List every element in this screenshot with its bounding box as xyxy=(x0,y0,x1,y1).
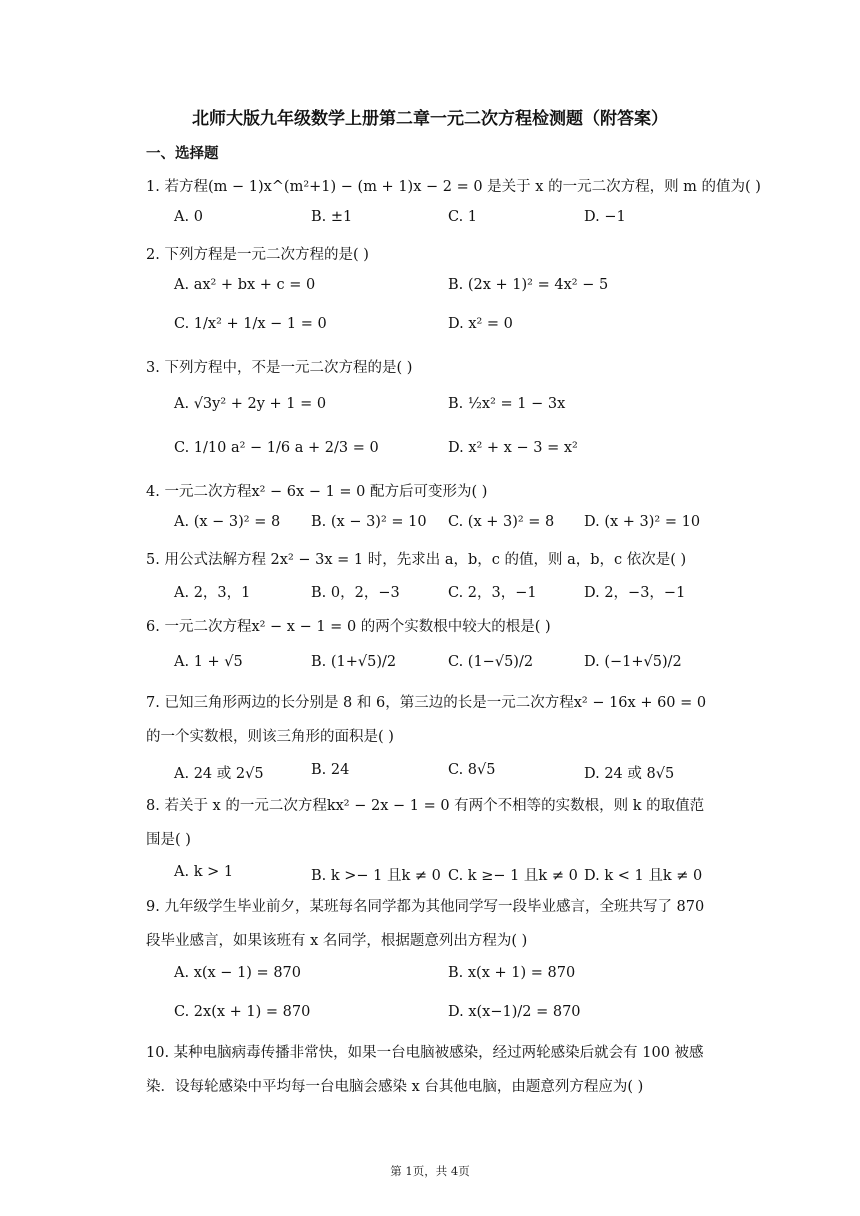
question-3-option-d: D. x² + x − 3 = x² xyxy=(448,440,578,456)
question-4-stem: 4. 一元二次方程x² − 6x − 1 = 0 配方后可变形为( ) xyxy=(146,484,488,500)
question-4-option-d: D. (x + 3)² = 10 xyxy=(584,514,701,530)
section-heading: 一、选择题 xyxy=(146,146,219,162)
page-footer: 第 1页，共 4页 xyxy=(390,1164,470,1178)
question-4-option-c: C. (x + 3)² = 8 xyxy=(448,514,555,530)
question-4-option-b: B. (x − 3)² = 10 xyxy=(311,514,427,530)
question-1-option-c: C. 1 xyxy=(448,209,478,225)
question-6-option-b: B. (1+√5)/2 xyxy=(311,654,397,670)
document-title: 北师大版九年级数学上册第二章一元二次方程检测题（附答案） xyxy=(192,109,668,129)
question-3-option-c: C. 1/10 a² − 1/6 a + 2/3 = 0 xyxy=(174,440,379,456)
question-5-option-b: B. 0，2，−3 xyxy=(311,585,400,601)
question-6-option-d: D. (−1+√5)/2 xyxy=(584,654,682,670)
question-2-option-a: A. ax² + bx + c = 0 xyxy=(174,277,316,293)
question-7-option-c: C. 8√5 xyxy=(448,762,496,778)
question-5-option-a: A. 2，3，1 xyxy=(174,585,251,601)
question-2-option-d: D. x² = 0 xyxy=(448,316,513,332)
question-8-stem: 8. 若关于 x 的一元二次方程kx² − 2x − 1 = 0 有两个不相等的实数根，则 k 的取值范围是( ) xyxy=(146,798,705,848)
question-9-option-b: B. x(x + 1) = 870 xyxy=(448,965,576,981)
question-5-stem: 5. 用公式法解方程 2x² − 3x = 1 时，先求出 a，b，c 的值，则 a，b，c 依次是( ) xyxy=(146,552,687,568)
question-7-option-d: D. 24 或 8√5 xyxy=(584,766,675,782)
question-4-option-a: A. (x − 3)² = 8 xyxy=(174,514,281,530)
question-7-stem: 7. 已知三角形两边的长分别是 8 和 6，第三边的长是一元二次方程x² − 16x + 60 = 0 的一个实数根，则该三角形的面积是( ) xyxy=(146,695,707,745)
question-1-option-b: B. ±1 xyxy=(311,209,353,225)
question-1-option-d: D. −1 xyxy=(584,209,626,225)
question-6-option-c: C. (1−√5)/2 xyxy=(448,654,534,670)
question-7-option-a: A. 24 或 2√5 xyxy=(174,766,264,782)
question-6-option-a: A. 1 + √5 xyxy=(174,654,243,670)
question-3-option-b: B. ½x² = 1 − 3x xyxy=(448,396,566,412)
question-8-option-c: C. k ≥− 1 且k ≠ 0 xyxy=(448,868,578,884)
question-3-stem: 3. 下列方程中，不是一元二次方程的是( ) xyxy=(146,360,413,376)
question-8-option-b: B. k >− 1 且k ≠ 0 xyxy=(311,868,441,884)
question-9-option-d: D. x(x−1)/2 = 870 xyxy=(448,1004,581,1020)
question-9-stem: 9. 九年级学生毕业前夕，某班每名同学都为其他同学写一段毕业感言，全班共写了 870 段毕业感言，如果该班有 x 名同学，根据题意列出方程为( ) xyxy=(146,899,705,949)
question-5-option-d: D. 2，−3，−1 xyxy=(584,585,686,601)
question-9-option-c: C. 2x(x + 1) = 870 xyxy=(174,1004,311,1020)
question-1-option-a: A. 0 xyxy=(174,209,203,225)
question-8-option-a: A. k > 1 xyxy=(174,864,234,880)
question-10-stem: 10. 某种电脑病毒传播非常快，如果一台电脑被感染，经过两轮感染后就会有 100 被感染．设每轮感染中平均每一台电脑会感染 x 台其他电脑，由题意列方程应为( ) xyxy=(146,1045,704,1095)
question-5-option-c: C. 2，3，−1 xyxy=(448,585,537,601)
question-1-stem: 1. 若方程(m − 1)x^(m²+1) − (m + 1)x − 2 = 0 是关于 x 的一元二次方程，则 m 的值为( ) xyxy=(146,179,761,195)
question-7-option-b: B. 24 xyxy=(311,762,350,778)
question-2-option-b: B. (2x + 1)² = 4x² − 5 xyxy=(448,277,609,293)
question-3-option-a: A. √3y² + 2y + 1 = 0 xyxy=(174,396,327,412)
question-6-stem: 6. 一元二次方程x² − x − 1 = 0 的两个实数根中较大的根是( ) xyxy=(146,619,551,635)
question-8-option-d: D. k < 1 且k ≠ 0 xyxy=(584,868,703,884)
question-2-stem: 2. 下列方程是一元二次方程的是( ) xyxy=(146,247,369,263)
question-9-option-a: A. x(x − 1) = 870 xyxy=(174,965,301,981)
question-2-option-c: C. 1/x² + 1/x − 1 = 0 xyxy=(174,316,327,332)
